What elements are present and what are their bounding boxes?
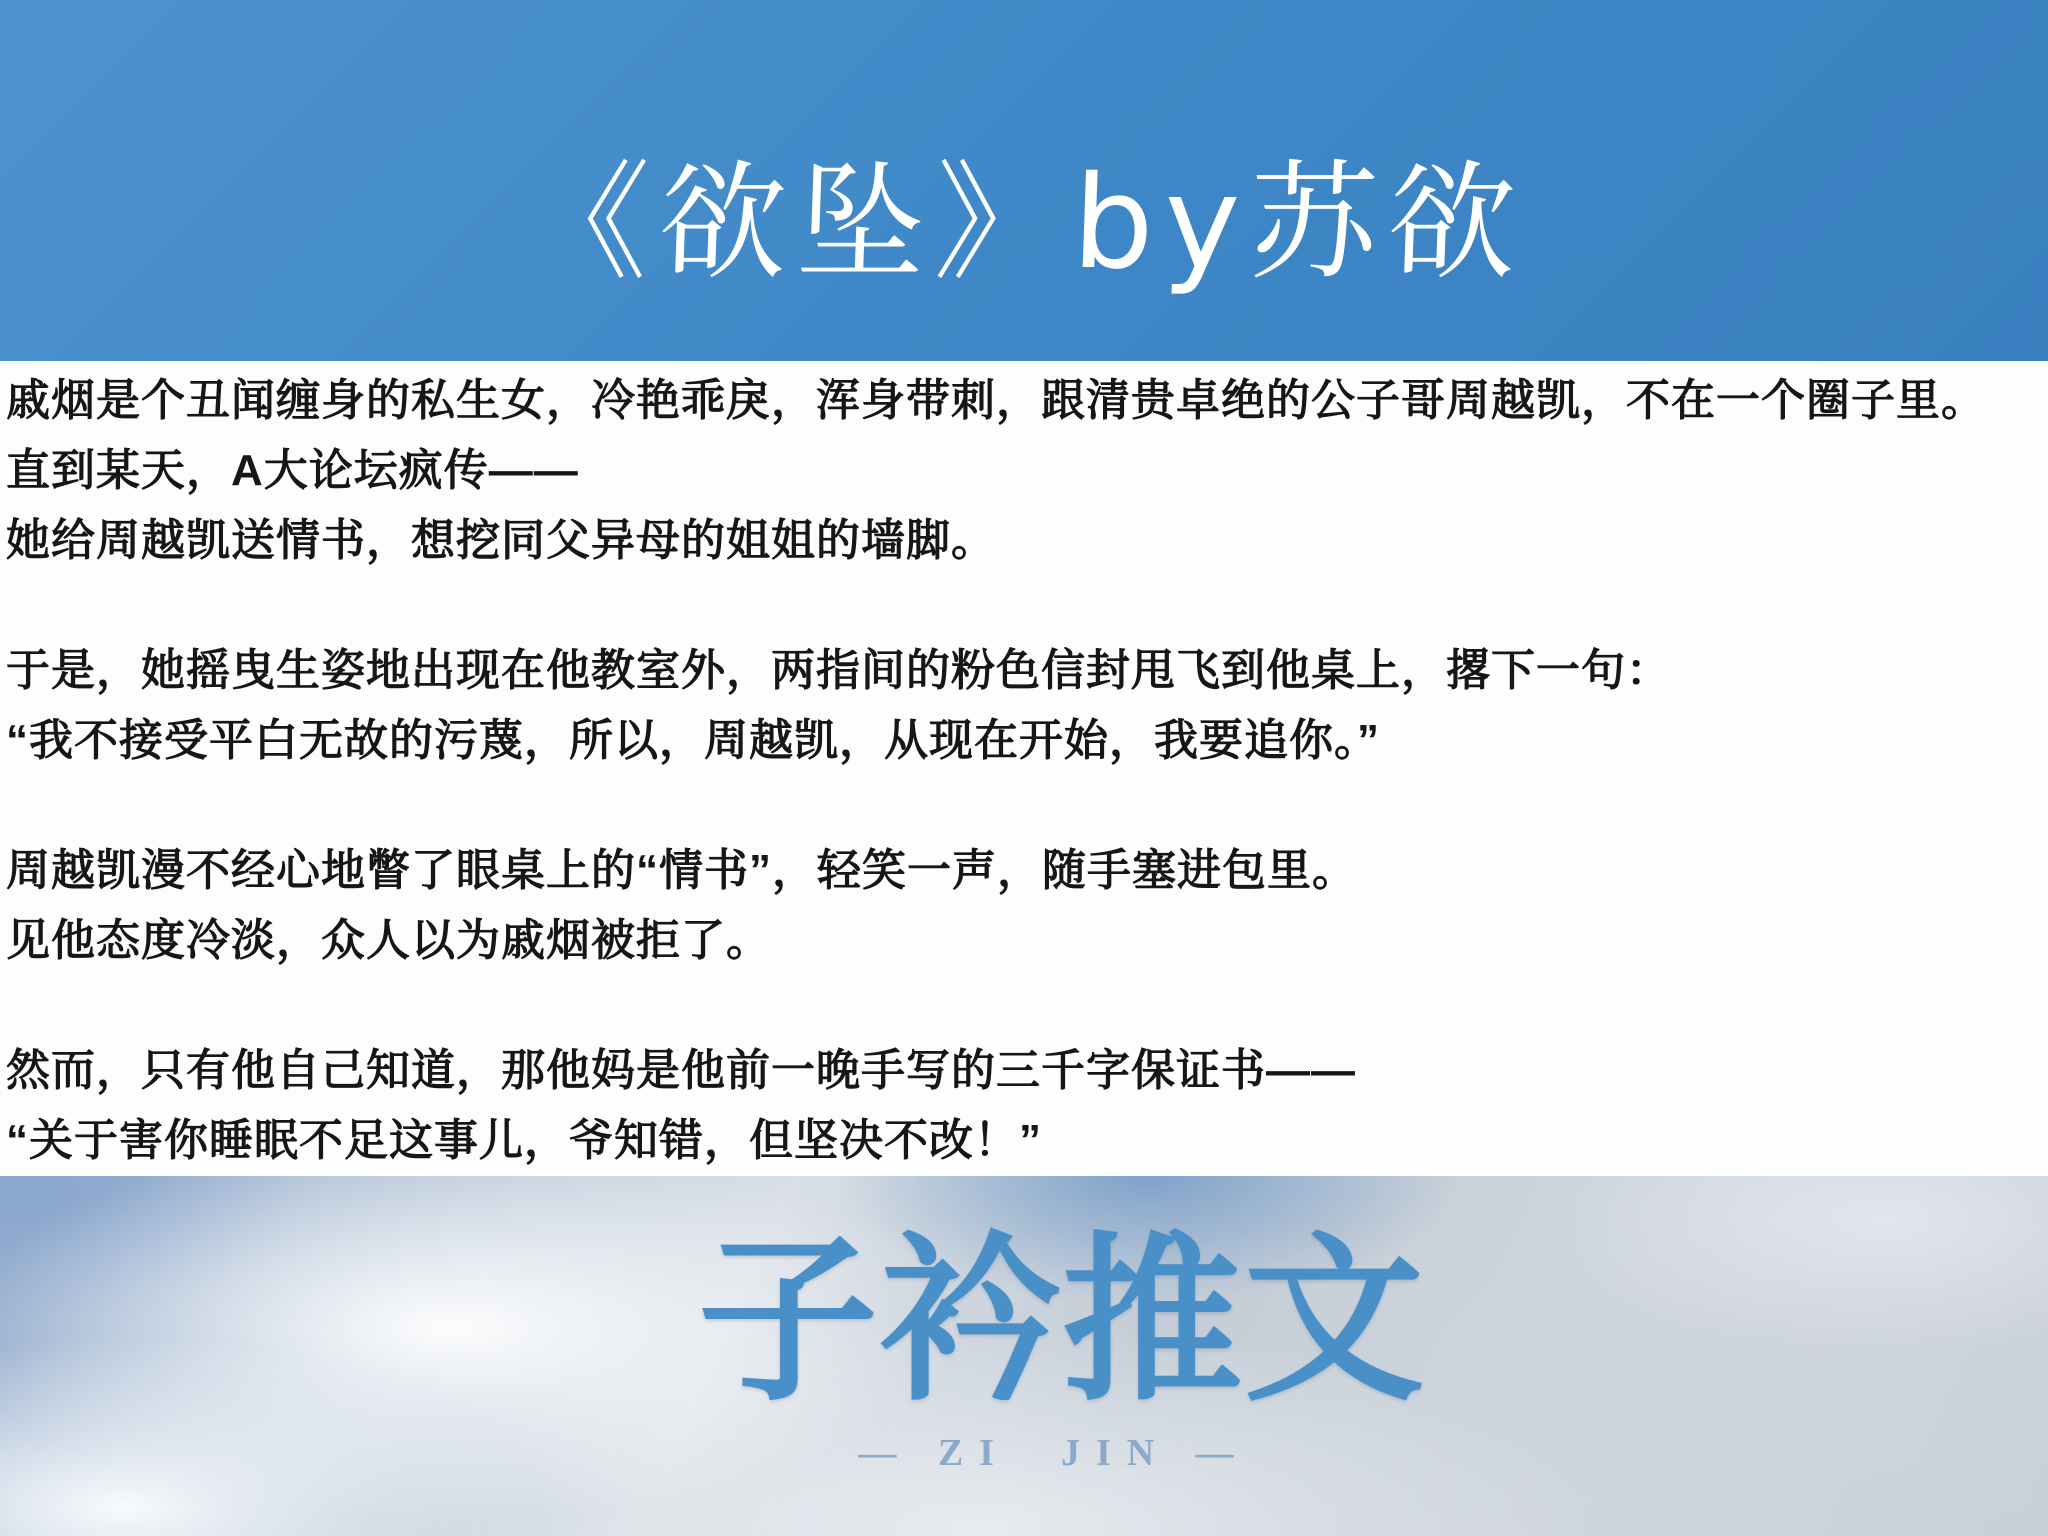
synopsis-paragraph-1: [6, 366, 2030, 576]
book-title: 《欲坠》by苏欲: [518, 148, 1529, 298]
synopsis-paragraph-4: [6, 1036, 2030, 1176]
brand-name: 子衿推文: [697, 1217, 1426, 1426]
synopsis-line: 周越凯漫不经心地瞥了眼桌上的“情书”，轻笑一声，随手塞进包里。: [6, 846, 1357, 895]
synopsis-line: 见他态度冷淡，众人以为戚烟被拒了。: [6, 916, 771, 965]
synopsis-section: [0, 361, 2048, 1176]
synopsis-line: 于是，她摇曳生姿地出现在他教室外，两指间的粉色信封甩飞到他桌上，撂下一句：: [6, 646, 1671, 695]
synopsis-line: “关于害你睡眠不足这事儿，爷知错，但坚决不改！”: [6, 1116, 1042, 1165]
synopsis-line: 直到某天，A大论坛疯传——: [6, 446, 579, 495]
brand-footer: [0, 1176, 2048, 1536]
synopsis-line: 然而，只有他自己知道，那他妈是他前一晚手写的三千字保证书——: [6, 1046, 1356, 1095]
synopsis-line: 戚烟是个丑闻缠身的私生女，冷艳乖戾，浑身带刺，跟清贵卓绝的公子哥周越凯，不在一个圈子里。: [6, 376, 1986, 425]
synopsis-line: “我不接受平白无故的污蔑，所以，周越凯，从现在开始，我要追你。”: [6, 716, 1380, 765]
synopsis-paragraph-3: [6, 836, 2030, 976]
title-banner: [0, 0, 2048, 361]
synopsis-line: 她给周越凯送情书，想挖同父异母的姐姐的墙脚。: [6, 516, 996, 565]
synopsis-paragraph-2: [6, 636, 2030, 776]
brand-romanization: — ZI JIN —: [858, 1432, 1250, 1474]
